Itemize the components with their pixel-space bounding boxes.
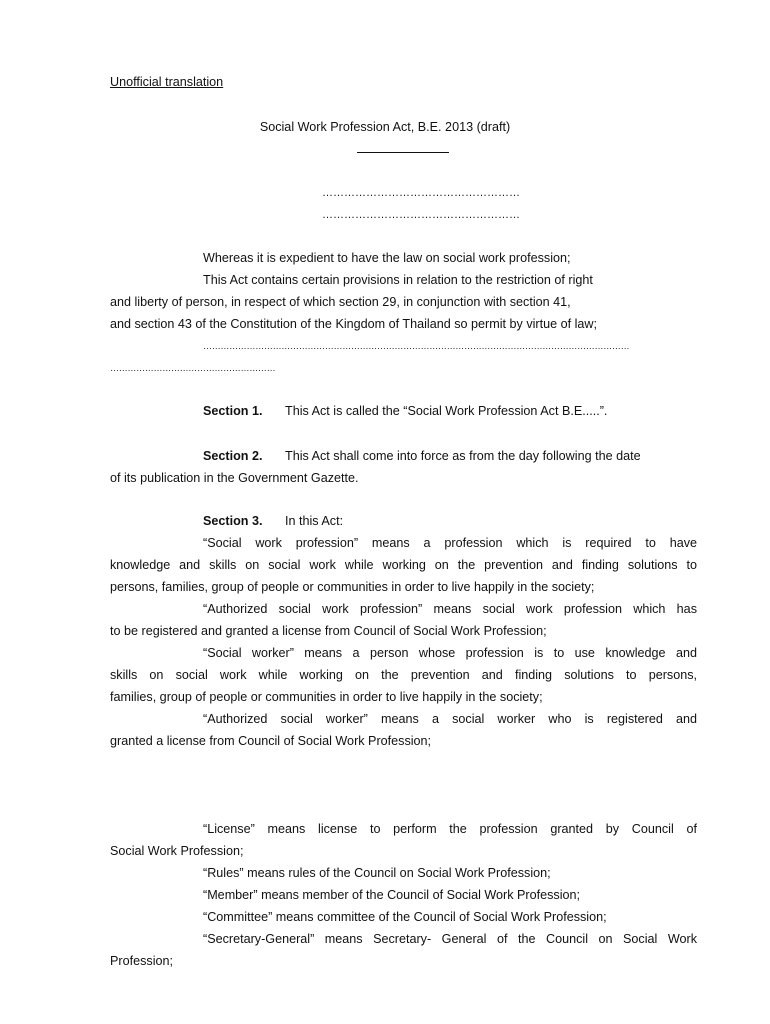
section-2-number: Section 2.: [203, 449, 263, 463]
section-2-line-1: This Act shall come into force as from the day following the date: [285, 449, 641, 463]
definition-secretary-general-line-1: “Secretary-General” means Secretary- General of the Council on Social Work: [203, 932, 697, 946]
definition-authorized-profession-line-2: to be registered and granted a license from Council of Social Work Profession;: [110, 624, 547, 638]
definition-member: “Member” means member of the Council of Social Work Profession;: [203, 888, 581, 902]
preamble-line-3: and liberty of person, in respect of which section 29, in conjunction with section 41,: [110, 295, 571, 309]
definition-license-line-2: Social Work Profession;: [110, 844, 244, 858]
definition-rules: “Rules” means rules of the Council on Social Work Profession;: [203, 866, 551, 880]
preamble-dots-2: …………………………………………………: [110, 363, 276, 373]
section-1-text: This Act is called the “Social Work Profession Act B.E.....”.: [285, 404, 608, 418]
definition-social-worker-line-1: “Social worker” means a person whose profession is to use knowledge and: [203, 646, 697, 660]
document-title: Social Work Profession Act, B.E. 2013 (draft): [259, 120, 511, 134]
section-3: [203, 513, 343, 529]
definition-social-worker-line-2: skills on social work while working on the prevention and finding solutions to persons,: [110, 668, 697, 682]
section-3-number: Section 3.: [203, 514, 263, 528]
dots-line-2: ………………………………………………: [322, 209, 520, 221]
definition-social-work-profession-line-2: knowledge and skills on social work while working on the prevention and finding solutions to: [110, 558, 697, 572]
definition-authorized-profession-line-1: “Authorized social work profession” means social work profession which has: [203, 602, 697, 616]
preamble-line-2: This Act contains certain provisions in relation to the restriction of right: [203, 273, 593, 287]
definition-license-line-1: “License” means license to perform the profession granted by Council of: [203, 822, 697, 836]
definition-committee: “Committee” means committee of the Council of Social Work Profession;: [203, 910, 607, 924]
definition-social-work-profession-line-3: persons, families, group of people or communities in order to live happily in the society;: [110, 580, 595, 594]
section-1: [203, 403, 607, 419]
definition-authorized-worker-line-2: granted a license from Council of Social Work Profession;: [110, 734, 432, 748]
preamble-dots-1: …………………………………………………………………………………………………………………………………: [203, 341, 630, 351]
section-3-text: In this Act:: [285, 514, 344, 528]
definition-social-work-profession-line-1: “Social work profession” means a profession which is required to have: [203, 536, 697, 550]
dots-line-1: ………………………………………………: [322, 187, 520, 199]
section-2-line-2: of its publication in the Government Gazette.: [110, 471, 359, 485]
preamble-line-4: and section 43 of the Constitution of the Kingdom of Thailand so permit by virtue of law;: [110, 317, 598, 331]
definition-secretary-general-line-2: Profession;: [110, 954, 173, 968]
definition-authorized-worker-line-1: “Authorized social worker” means a social worker who is registered and: [203, 712, 697, 726]
section-2: [203, 448, 697, 464]
unofficial-translation-label: Unofficial translation: [110, 75, 224, 89]
title-underline: [357, 152, 449, 153]
preamble-line-1: Whereas it is expedient to have the law on social work profession;: [203, 251, 571, 265]
section-1-number: Section 1.: [203, 404, 263, 418]
definition-social-worker-line-3: families, group of people or communities in order to live happily in the society;: [110, 690, 543, 704]
